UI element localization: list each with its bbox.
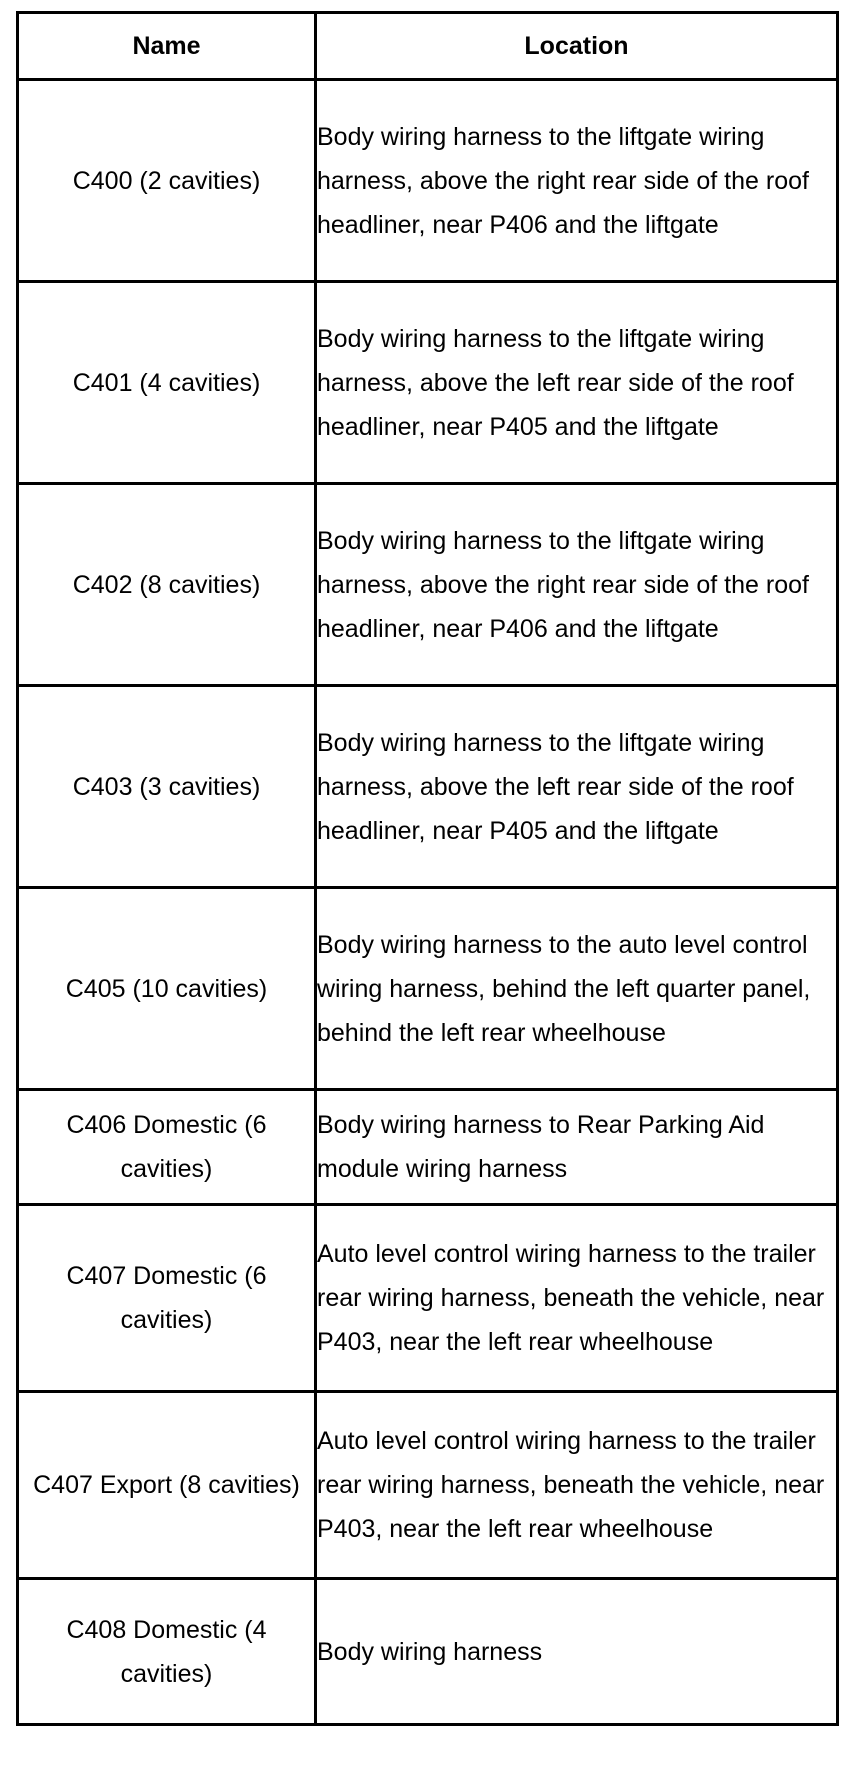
connector-location-cell: Body wiring harness to the liftgate wiring harness, above the right rear side of the roof headliner, near P406 and the liftgate [316,484,838,686]
connector-name-cell: C403 (3 cavities) [18,686,316,888]
connector-name-cell: C401 (4 cavities) [18,282,316,484]
name-column-header: Name [18,13,316,80]
connector-location-table [16,11,839,1726]
connector-name-cell: C408 Domestic (4 cavities) [18,1579,316,1725]
table-row [18,1090,838,1205]
table-row [18,282,838,484]
connector-location-cell: Body wiring harness to Rear Parking Aid module wiring harness [316,1090,838,1205]
table-row [18,1205,838,1392]
table-row [18,1579,838,1725]
connector-name-cell: C400 (2 cavities) [18,80,316,282]
connector-name-cell: C407 Domestic (6 cavities) [18,1205,316,1392]
table-row [18,80,838,282]
connector-location-cell: Body wiring harness [316,1579,838,1725]
connector-name-cell: C405 (10 cavities) [18,888,316,1090]
connector-location-cell: Auto level control wiring harness to the trailer rear wiring harness, beneath the vehicle, near P403, near the left rear wheelhouse [316,1392,838,1579]
table-row [18,888,838,1090]
table-header-row [18,13,838,80]
connector-location-cell: Body wiring harness to the liftgate wiring harness, above the left rear side of the roof headliner, near P405 and the liftgate [316,686,838,888]
connector-location-cell: Body wiring harness to the auto level control wiring harness, behind the left quarter panel, behind the left rear wheelhouse [316,888,838,1090]
connector-location-cell: Body wiring harness to the liftgate wiring harness, above the left rear side of the roof headliner, near P405 and the liftgate [316,282,838,484]
table-row [18,686,838,888]
connector-name-cell: C407 Export (8 cavities) [18,1392,316,1579]
connector-name-cell: C406 Domestic (6 cavities) [18,1090,316,1205]
connector-location-cell: Auto level control wiring harness to the trailer rear wiring harness, beneath the vehicle, near P403, near the left rear wheelhouse [316,1205,838,1392]
table-row [18,484,838,686]
connector-location-cell: Body wiring harness to the liftgate wiring harness, above the right rear side of the roof headliner, near P406 and the liftgate [316,80,838,282]
location-column-header: Location [316,13,838,80]
table-row [18,1392,838,1579]
connector-name-cell: C402 (8 cavities) [18,484,316,686]
